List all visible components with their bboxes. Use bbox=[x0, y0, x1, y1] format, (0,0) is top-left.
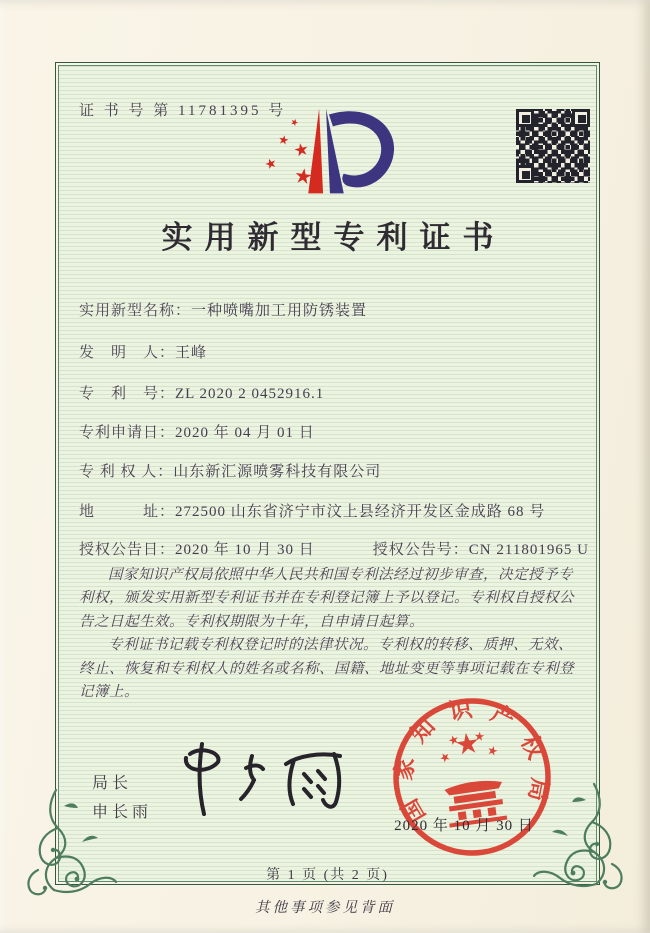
field-label: 发 明 人： bbox=[79, 345, 176, 361]
commissioner-name: 申长雨 bbox=[92, 804, 153, 821]
legal-paragraph-1: 国家知识产权局依照中华人民共和国专利法经过初步审查，决定授予专利权，颁发实用新型专利证书并在专利登记簿上予以登记。专利权自授权公告之日起生效。专利权期限为十年，自申请日起算。 bbox=[79, 567, 574, 630]
grant-date-label: 授权公告日： bbox=[79, 542, 176, 558]
corner-flourish-right bbox=[532, 778, 632, 890]
seal-date: 2020 年 10 月 30 日 bbox=[394, 818, 534, 834]
field-label: 实用新型名称： bbox=[79, 303, 192, 319]
certificate-number: 证 书 号 第 11781395 号 bbox=[79, 103, 287, 119]
field-label: 专利申请日： bbox=[79, 425, 176, 441]
grant-date-value: 2020 年 10 月 30 日 bbox=[175, 542, 315, 558]
field-patent-number bbox=[79, 382, 584, 403]
field-filing-date bbox=[79, 421, 584, 442]
backside-note: 其他事项参见背面 bbox=[255, 900, 395, 916]
field-label: 专 利 权 人： bbox=[79, 464, 174, 480]
handwritten-signature bbox=[164, 734, 374, 829]
field-patentee bbox=[79, 460, 584, 481]
grant-number-label: 授权公告号： bbox=[372, 542, 469, 558]
field-label: 专 利 号： bbox=[79, 386, 176, 402]
field-value: 一种喷嘴加工用防锈装置 bbox=[191, 303, 368, 319]
field-inventor bbox=[79, 341, 584, 362]
legal-text bbox=[79, 564, 585, 705]
field-value: 王峰 bbox=[175, 345, 208, 361]
field-value: ZL 2020 2 0452916.1 bbox=[175, 386, 325, 402]
commissioner-title: 局长 bbox=[92, 775, 133, 792]
corner-flourish-left bbox=[18, 784, 118, 896]
page-indicator: 第 1 页 (共 2 页) bbox=[266, 868, 389, 883]
seal-ring-text: 国家知识产权局 bbox=[391, 696, 553, 828]
cnipa-patent-logo-icon bbox=[257, 100, 395, 202]
field-address bbox=[79, 500, 584, 521]
field-grant-announcement bbox=[79, 538, 589, 559]
national-emblem-icon bbox=[436, 728, 509, 827]
certificate-frame bbox=[55, 62, 600, 885]
certificate-title: 实用新型专利证书 bbox=[161, 220, 506, 255]
field-utility-model-name bbox=[79, 299, 584, 320]
field-label: 地 址： bbox=[79, 504, 176, 520]
legal-paragraph-2: 专利证书记载专利权登记时的法律状况。专利权的转移、质押、无效、终止、恢复和专利权人的姓名或名称、国籍、地址变更等事项记载在专利登记簿上。 bbox=[79, 637, 574, 701]
field-value: 山东新汇源喷雾科技有限公司 bbox=[173, 464, 382, 480]
field-value: 2020 年 04 月 01 日 bbox=[175, 425, 315, 441]
field-value: 272500 山东省济宁市汶上县经济开发区金成路 68 号 bbox=[175, 504, 546, 520]
grant-number-value: CN 211801965 U bbox=[468, 542, 589, 558]
qr-code bbox=[516, 109, 590, 183]
